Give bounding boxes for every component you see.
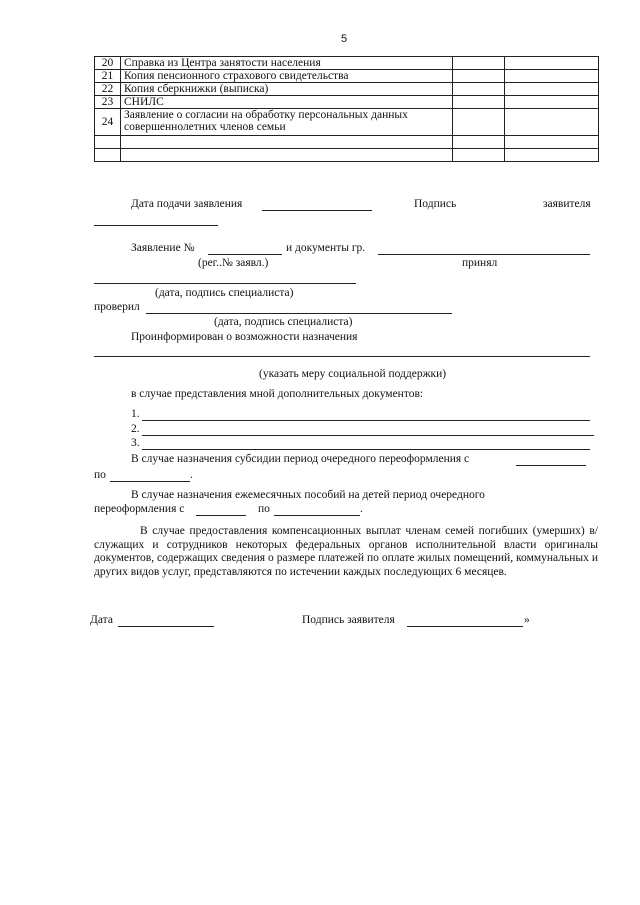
application-no-label: Заявление № — [131, 242, 195, 254]
applicant-signature-blank[interactable] — [94, 225, 218, 226]
row-number: 20 — [95, 57, 121, 70]
row-number — [95, 136, 121, 149]
row-cell — [453, 96, 505, 109]
documents-table — [94, 56, 599, 162]
additional-doc-blank[interactable] — [142, 449, 590, 450]
table-row — [95, 70, 599, 83]
additional-doc-blank[interactable] — [142, 435, 594, 436]
applicant-label: заявителя — [543, 198, 591, 210]
closing-quote: » — [524, 614, 530, 626]
item-number: 1. — [131, 408, 140, 420]
monthly-to-label: по — [258, 503, 270, 515]
date-submit-label: Дата подачи заявления — [131, 198, 243, 210]
applicant-signature-label: Подпись заявителя — [302, 614, 395, 626]
checked-label: проверил — [94, 301, 140, 313]
item-number: 3. — [131, 437, 140, 449]
row-cell — [505, 109, 599, 136]
support-measure-blank[interactable] — [94, 356, 590, 357]
row-number — [95, 149, 121, 162]
table-row — [95, 96, 599, 109]
row-document: Копия сберкнижки (выписка) — [121, 83, 453, 96]
monthly-text-cont: переоформления с — [94, 503, 185, 515]
application-no-blank[interactable] — [208, 254, 282, 255]
row-number: 21 — [95, 70, 121, 83]
subsidy-to-blank[interactable] — [110, 481, 190, 482]
row-document: Копия пенсионного страхового свидетельства — [121, 70, 453, 83]
period-end: . — [360, 503, 363, 515]
accepted-label: принял — [462, 257, 498, 269]
row-cell — [505, 57, 599, 70]
documents-label: и документы гр. — [286, 242, 366, 254]
date-label: Дата — [90, 614, 113, 626]
row-number: 23 — [95, 96, 121, 109]
support-measure-note: (указать меру социальной поддержки) — [259, 368, 447, 380]
row-cell — [453, 136, 505, 149]
row-cell — [505, 136, 599, 149]
period-end: . — [190, 469, 193, 481]
additional-docs-label: в случае представления мной дополнительных документов: — [131, 388, 424, 400]
reg-no-note: (рег..№ заявл.) — [198, 257, 269, 269]
table-row — [95, 57, 599, 70]
row-document — [121, 136, 453, 149]
row-cell — [453, 109, 505, 136]
row-document: Справка из Центра занятости населения — [121, 57, 453, 70]
signature-label: Подпись — [414, 198, 457, 210]
table-row — [95, 83, 599, 96]
row-cell — [505, 83, 599, 96]
informed-label: Проинформирован о возможности назначения — [131, 331, 358, 343]
monthly-text: В случае назначения ежемесячных пособий на детей период очередного — [131, 489, 485, 501]
row-cell — [505, 70, 599, 83]
checked-blank[interactable] — [146, 313, 452, 314]
row-cell — [505, 96, 599, 109]
subsidy-from-blank[interactable] — [516, 465, 586, 466]
compensation-paragraph: В случае предоставления компенсационных выплат членам семей погибших (умерших) в/служащих и сотрудников некоторых федеральных органов исполнительной власти оригиналы документов, содержащих сведения о размере платежей по оплате жилых помещений, коммунальных и других видов услуг, представляются по истечении каждых последующих 6 месяцев. — [94, 525, 598, 578]
date-blank[interactable] — [118, 626, 214, 627]
table-row — [95, 136, 599, 149]
date-signature-note-1: (дата, подпись специалиста) — [155, 287, 294, 299]
monthly-to-blank[interactable] — [274, 515, 360, 516]
table-row — [95, 149, 599, 162]
additional-doc-blank[interactable] — [142, 420, 590, 421]
row-cell — [453, 70, 505, 83]
row-number: 24 — [95, 109, 121, 136]
row-document: СНИЛС — [121, 96, 453, 109]
row-cell — [505, 149, 599, 162]
row-document: Заявление о согласии на обработку персональных данных совершеннолетних членов семьи — [121, 109, 453, 136]
applicant-signature-final-blank[interactable] — [407, 626, 523, 627]
row-document — [121, 149, 453, 162]
monthly-from-blank[interactable] — [196, 515, 246, 516]
row-cell — [453, 57, 505, 70]
date-submit-blank[interactable] — [262, 210, 372, 211]
item-number: 2. — [131, 423, 140, 435]
date-signature-note-2: (дата, подпись специалиста) — [214, 316, 353, 328]
page-number: 5 — [341, 33, 348, 45]
citizen-name-blank[interactable] — [378, 254, 590, 255]
table-row — [95, 109, 599, 136]
row-number: 22 — [95, 83, 121, 96]
row-cell — [453, 149, 505, 162]
row-cell — [453, 83, 505, 96]
subsidy-to-label: по — [94, 469, 106, 481]
subsidy-text: В случае назначения субсидии период очередного переоформления с — [131, 453, 470, 465]
accepted-blank[interactable] — [94, 283, 356, 284]
